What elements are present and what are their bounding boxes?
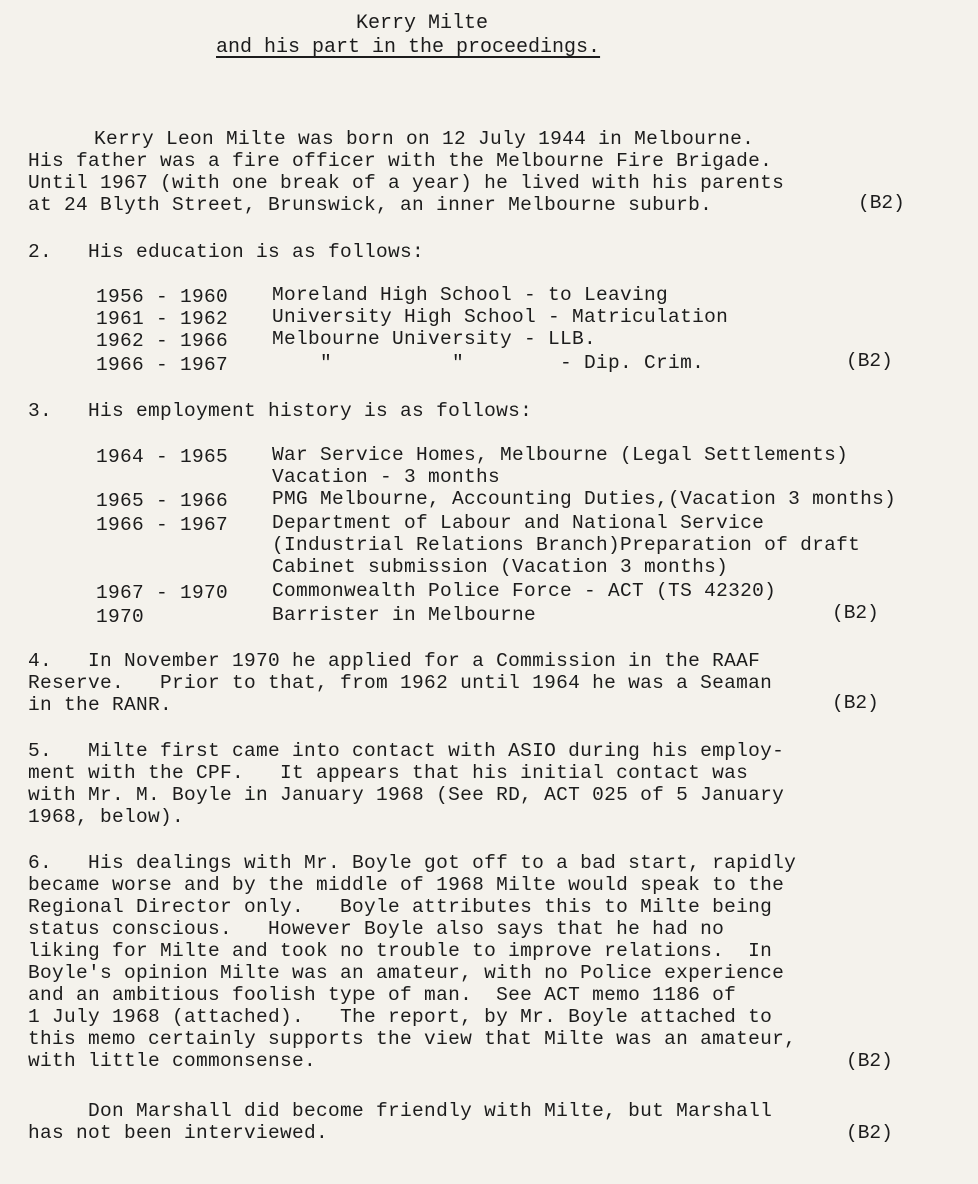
education-text: Moreland High School - to Leaving <box>272 284 669 306</box>
employment-text: Barrister in Melbourne <box>272 604 537 626</box>
education-years: 1961 - 1962 <box>96 308 229 330</box>
paragraph-line: has not been interviewed. <box>28 1122 329 1144</box>
paragraph-4-ref: (B2) <box>832 692 879 714</box>
paragraph-line: with little commonsense. <box>28 1050 317 1072</box>
employment-text: War Service Homes, Melbourne (Legal Settlements) <box>272 444 849 466</box>
employment-years: 1967 - 1970 <box>96 582 229 604</box>
education-heading: 2. His education is as follows: <box>28 241 425 263</box>
employment-text: Vacation - 3 months <box>272 466 501 488</box>
paragraph-line: Regional Director only. Boyle attributes this to Milte being <box>28 896 773 918</box>
education-ref: (B2) <box>846 350 893 372</box>
paragraph-line: became worse and by the middle of 1968 Milte would speak to the <box>28 874 785 896</box>
intro-line: His father was a fire officer with the Melbourne Fire Brigade. <box>28 150 773 172</box>
paragraph-line: 1968, below). <box>28 806 185 828</box>
paragraph-line: this memo certainly supports the view that Milte was an amateur, <box>28 1028 797 1050</box>
paragraph-line: 5. Milte first came into contact with ASIO during his employ- <box>28 740 785 762</box>
paragraph-line: 4. In November 1970 he applied for a Commission in the RAAF <box>28 650 761 672</box>
paragraph-line: and an ambitious foolish type of man. See ACT memo 1186 of <box>28 984 737 1006</box>
intro-line: Kerry Leon Milte was born on 12 July 1944 in Melbourne. <box>94 128 755 150</box>
doc-title-line1: Kerry Milte <box>356 12 489 35</box>
education-years: 1966 - 1967 <box>96 354 229 376</box>
paragraph-line: in the RANR. <box>28 694 173 716</box>
intro-line: Until 1967 (with one break of a year) he lived with his parents <box>28 172 785 194</box>
employment-text: (Industrial Relations Branch)Preparation of draft <box>272 534 861 556</box>
paragraph-line: with Mr. M. Boyle in January 1968 (See RD, ACT 025 of 5 January <box>28 784 785 806</box>
paragraph-line: status conscious. However Boyle also says that he had no <box>28 918 725 940</box>
paragraph-7-ref: (B2) <box>846 1122 893 1144</box>
employment-text: Department of Labour and National Service <box>272 512 765 534</box>
employment-years: 1965 - 1966 <box>96 490 229 512</box>
paragraph-line: 6. His dealings with Mr. Boyle got off to a bad start, rapidly <box>28 852 797 874</box>
intro-line: at 24 Blyth Street, Brunswick, an inner Melbourne suburb. <box>28 194 713 216</box>
education-text: Melbourne University - LLB. <box>272 328 597 350</box>
paragraph-6-ref: (B2) <box>846 1050 893 1072</box>
paragraph-line: Don Marshall did become friendly with Milte, but Marshall <box>28 1100 773 1122</box>
employment-heading: 3. His employment history is as follows: <box>28 400 533 422</box>
employment-text: Commonwealth Police Force - ACT (TS 42320) <box>272 580 777 602</box>
education-text: " " - Dip. Crim. <box>272 352 705 374</box>
paragraph-line: ment with the CPF. It appears that his initial contact was <box>28 762 749 784</box>
employment-text: PMG Melbourne, Accounting Duties,(Vacation 3 months) <box>272 488 897 510</box>
paragraph-line: 1 July 1968 (attached). The report, by Mr. Boyle attached to <box>28 1006 773 1028</box>
paragraph-line: liking for Milte and took no trouble to improve relations. In <box>28 940 773 962</box>
education-years: 1956 - 1960 <box>96 286 229 308</box>
employment-text: Cabinet submission (Vacation 3 months) <box>272 556 729 578</box>
paragraph-line: Boyle's opinion Milte was an amateur, with no Police experience <box>28 962 785 984</box>
employment-years: 1970 <box>96 606 145 628</box>
intro-ref: (B2) <box>858 192 905 214</box>
employment-years: 1964 - 1965 <box>96 446 229 468</box>
employment-years: 1966 - 1967 <box>96 514 229 536</box>
paragraph-line: Reserve. Prior to that, from 1962 until 1964 he was a Seaman <box>28 672 773 694</box>
education-years: 1962 - 1966 <box>96 330 229 352</box>
doc-title-line2: and his part in the proceedings. <box>216 36 601 59</box>
education-text: University High School - Matriculation <box>272 306 729 328</box>
employment-ref: (B2) <box>832 602 879 624</box>
